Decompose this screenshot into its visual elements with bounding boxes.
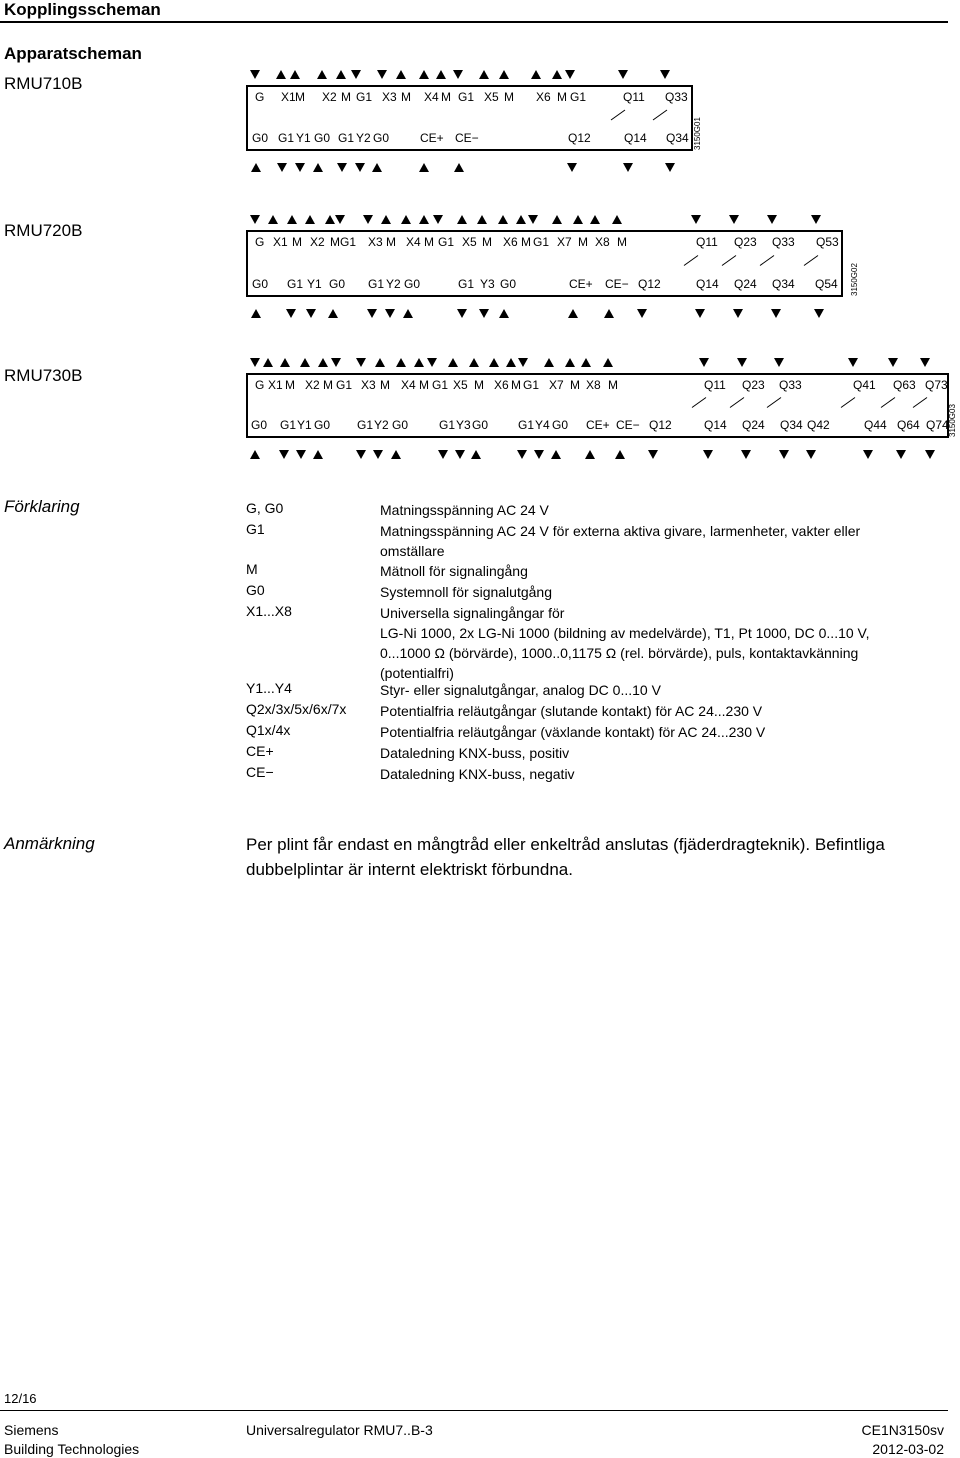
terminal-label-top: G [255, 378, 265, 392]
terminal-label-bottom: G0 [404, 277, 421, 291]
terminal-label-bottom: G0 [252, 131, 269, 145]
terminal-label-bottom: G1 [518, 418, 535, 432]
terminal-diagram-rmu730b [247, 358, 957, 459]
terminal-label-bottom: G1 [439, 418, 456, 432]
terminal-label-bottom: Q42 [807, 418, 830, 432]
terminal-arrow-marker [356, 450, 366, 459]
terminal-arrow-marker [774, 358, 784, 367]
relay-contact-symbol [653, 110, 667, 120]
terminal-arrow-marker [479, 309, 489, 318]
terminal-label-top: Q11 [704, 378, 726, 392]
terminal-arrow-marker [356, 358, 366, 367]
terminal-arrow-marker [337, 163, 347, 172]
terminal-label-bottom: Q24 [734, 277, 757, 291]
terminal-arrow-marker [479, 70, 489, 79]
terminal-arrow-marker [250, 358, 260, 367]
terminal-label-bottom: Y4 [535, 418, 550, 432]
terminal-arrow-marker [263, 358, 273, 367]
legend-key: G0 [246, 582, 265, 598]
legend-key: CE+ [246, 743, 274, 759]
terminal-arrow-marker [396, 70, 406, 79]
terminal-label-top: G1 [533, 235, 550, 249]
terminal-arrow-marker [453, 70, 463, 79]
terminal-arrow-marker [811, 215, 821, 224]
terminal-label-top: G1 [336, 378, 353, 392]
terminal-arrow-marker [552, 70, 562, 79]
terminal-label-top: X5 [453, 378, 468, 392]
legend-description: Dataledning KNX-buss, negativ [380, 766, 575, 782]
terminal-label-top: X4 [406, 235, 421, 249]
terminal-label-top: X2 [305, 378, 320, 392]
terminal-arrow-marker [806, 450, 816, 459]
terminal-label-bottom: G0 [314, 131, 331, 145]
relay-contact-symbol [804, 256, 818, 266]
legend-description: Systemnoll för signalutgång [380, 584, 552, 600]
legend-description: Universella signalingångar för [380, 605, 565, 621]
terminal-label-bottom: Y2 [374, 418, 389, 432]
terminal-arrow-marker [296, 450, 306, 459]
terminal-label-bottom: Q74 [926, 418, 949, 432]
terminal-label-top: G1 [438, 235, 455, 249]
terminal-arrow-marker [279, 450, 289, 459]
terminal-label-top: X1 [281, 90, 296, 104]
terminal-arrow-marker [433, 215, 443, 224]
page-number: 12/16 [4, 1391, 37, 1406]
legend-key: Q1x/4x [246, 722, 291, 738]
terminal-arrow-marker [280, 358, 290, 367]
terminal-label-top: G1 [356, 90, 373, 104]
legend-key: X1...X8 [246, 603, 292, 619]
relay-contact-symbol [684, 256, 698, 266]
terminal-arrow-marker [695, 309, 705, 318]
terminal-arrow-marker [318, 358, 328, 367]
terminal-label-top: X3 [361, 378, 376, 392]
terminal-arrow-marker [499, 309, 509, 318]
terminal-label-top: M [441, 90, 451, 104]
terminal-label-bottom: Q34 [780, 418, 803, 432]
terminal-arrow-marker [305, 215, 315, 224]
relay-contact-symbol [913, 398, 927, 408]
terminal-label-bottom: G1 [280, 418, 297, 432]
relay-contact-symbol [611, 110, 625, 120]
terminal-diagram-rmu720b [247, 215, 859, 318]
terminal-arrow-marker [612, 215, 622, 224]
terminal-arrow-marker [286, 309, 296, 318]
terminal-arrow-marker [528, 215, 538, 224]
terminal-arrow-marker [401, 215, 411, 224]
terminal-label-bottom: Y2 [386, 277, 401, 291]
legend-key: Y1...Y4 [246, 680, 292, 696]
terminal-arrow-marker [814, 309, 824, 318]
terminal-label-top: X3 [368, 235, 383, 249]
terminal-label-bottom: Q14 [704, 418, 727, 432]
terminal-arrow-marker [276, 70, 286, 79]
terminal-label-top: G1 [523, 378, 540, 392]
relay-contact-symbol [841, 398, 855, 408]
terminal-arrow-marker [489, 358, 499, 367]
terminal-label-bottom: Y1 [296, 131, 311, 145]
terminal-label-top: G1 [340, 235, 357, 249]
terminal-arrow-marker [385, 309, 395, 318]
terminal-label-bottom: Q34 [666, 131, 689, 145]
section-title: Apparatscheman [4, 44, 142, 63]
terminal-label-bottom: G0 [500, 277, 517, 291]
terminal-label-top: Q33 [779, 378, 802, 392]
diagram-code: 3150G01 [693, 117, 702, 150]
relay-contact-symbol [881, 398, 895, 408]
terminal-arrow-marker [552, 215, 562, 224]
terminal-label-bottom: G1 [458, 277, 475, 291]
terminal-label-top: X6 [536, 90, 551, 104]
terminal-arrow-marker [403, 309, 413, 318]
legend-description: Dataledning KNX-buss, positiv [380, 745, 570, 761]
legend-heading: Förklaring [4, 497, 80, 516]
terminal-arrow-marker [454, 163, 464, 172]
terminal-arrow-marker [372, 163, 382, 172]
terminal-arrow-marker [313, 163, 323, 172]
terminal-label-bottom: G0 [392, 418, 409, 432]
terminal-label-top: Q23 [742, 378, 765, 392]
footer-rule [0, 1410, 948, 1411]
terminal-label-top: G [255, 235, 265, 249]
terminal-arrow-marker [471, 450, 481, 459]
terminal-arrow-marker [618, 70, 628, 79]
terminal-arrow-marker [703, 450, 713, 459]
terminal-arrow-marker [325, 215, 335, 224]
terminal-arrow-marker [565, 70, 575, 79]
legend-description: Potentialfria reläutgångar (växlande kontakt) för AC 24...230 V [380, 724, 766, 740]
terminal-label-bottom: Y1 [307, 277, 322, 291]
terminal-arrow-marker [268, 215, 278, 224]
relay-contact-symbol [730, 398, 744, 408]
terminal-label-top: X8 [586, 378, 601, 392]
legend-description: LG-Ni 1000, 2x LG-Ni 1000 (bildning av medelvärde), T1, Pt 1000, DC 0...10 V, 0...1000 Ω (börvärde), 1000..0,1175 Ω (rel. börvärde), puls, kontaktavkänning (potentialfri) [380, 625, 870, 681]
terminal-arrow-marker [317, 70, 327, 79]
terminal-label-top: X2 [322, 90, 337, 104]
model-name-rmu720b: RMU720B [4, 221, 83, 240]
terminal-arrow-marker [699, 358, 709, 367]
terminal-label-bottom: CE− [605, 277, 629, 291]
terminal-arrow-marker [925, 450, 935, 459]
terminal-label-top: M [285, 378, 295, 392]
terminal-arrow-marker [277, 163, 287, 172]
diagram-code: 3150G02 [850, 263, 859, 296]
terminal-arrow-marker [367, 309, 377, 318]
terminal-arrow-marker [414, 358, 424, 367]
legend-key: Q2x/3x/5x/6x/7x [246, 701, 347, 717]
terminal-arrow-marker [287, 215, 297, 224]
terminal-label-top: X4 [424, 90, 439, 104]
terminal-arrow-marker [391, 450, 401, 459]
legend-key: CE− [246, 764, 274, 780]
terminal-arrow-marker [306, 309, 316, 318]
terminal-label-top: M [341, 90, 351, 104]
terminal-arrow-marker [516, 215, 526, 224]
terminal-arrow-marker [355, 163, 365, 172]
terminal-label-top: Q33 [772, 235, 795, 249]
terminal-label-top: X5 [462, 235, 477, 249]
terminal-arrow-marker [363, 215, 373, 224]
terminal-label-top: M [474, 378, 484, 392]
relay-contact-symbol [767, 398, 781, 408]
terminal-label-top: M [419, 378, 429, 392]
terminal-arrow-marker [544, 358, 554, 367]
terminal-label-bottom: Q24 [742, 418, 765, 432]
terminal-label-bottom: G0 [552, 418, 569, 432]
terminal-label-bottom: Q34 [772, 277, 795, 291]
terminal-label-top: M [482, 235, 492, 249]
terminal-arrow-marker [771, 309, 781, 318]
terminal-arrow-marker [637, 309, 647, 318]
terminal-arrow-marker [590, 215, 600, 224]
terminal-arrow-marker [335, 215, 345, 224]
terminal-label-top: G [255, 90, 265, 104]
legend-key: G, G0 [246, 500, 284, 516]
terminal-label-bottom: CE− [455, 131, 479, 145]
terminal-label-top: Q41 [853, 378, 876, 392]
terminal-label-top: M [380, 378, 390, 392]
terminal-arrow-marker [729, 215, 739, 224]
terminal-label-top: G1 [432, 378, 449, 392]
legend-description: Styr- eller signalutgångar, analog DC 0...10 V [380, 682, 661, 698]
terminal-label-bottom: Q12 [568, 131, 591, 145]
relay-contact-symbol [722, 256, 736, 266]
terminal-arrow-marker [741, 450, 751, 459]
terminal-arrow-marker [665, 163, 675, 172]
legend-description: Matningsspänning AC 24 V för externa aktiva givare, larmenheter, vakter eller omställare [380, 523, 861, 559]
relay-contact-symbol [760, 256, 774, 266]
terminal-arrow-marker [779, 450, 789, 459]
terminal-label-top: M [386, 235, 396, 249]
terminal-label-top: Q33 [665, 90, 688, 104]
terminal-arrow-marker [436, 70, 446, 79]
terminal-arrow-marker [506, 358, 516, 367]
terminal-label-top: X1 [273, 235, 288, 249]
terminal-arrow-marker [567, 163, 577, 172]
note-text: Per plint får endast en mångtråd eller enkeltråd anslutas (fjäderdragteknik). Befintliga dubbelplintar är internt elektriskt förbundna. [246, 835, 885, 879]
footer-division: Building Technologies [4, 1441, 140, 1457]
terminal-label-top: X5 [484, 90, 499, 104]
terminal-arrow-marker [660, 70, 670, 79]
terminal-label-top: X7 [557, 235, 572, 249]
terminal-arrow-marker [920, 358, 930, 367]
terminal-arrow-marker [568, 309, 578, 318]
terminal-label-top: M [557, 90, 567, 104]
terminal-arrow-marker [691, 215, 701, 224]
terminal-label-top: M [292, 235, 302, 249]
terminal-arrow-marker [375, 358, 385, 367]
terminal-arrow-marker [457, 309, 467, 318]
terminal-label-bottom: Q44 [864, 418, 887, 432]
terminal-label-bottom: G0 [252, 277, 269, 291]
terminal-label-top: Q11 [696, 235, 718, 249]
terminal-label-top: G1 [458, 90, 475, 104]
terminal-label-top: M [578, 235, 588, 249]
legend-description: Potentialfria reläutgångar (slutande kontakt) för AC 24...230 V [380, 703, 763, 719]
legend-description: Matningsspänning AC 24 V [380, 502, 549, 518]
terminal-arrow-marker [585, 450, 595, 459]
terminal-arrow-marker [373, 450, 383, 459]
legend-key: M [246, 561, 258, 577]
terminal-label-top: X7 [549, 378, 564, 392]
terminal-label-top: G1 [570, 90, 587, 104]
terminal-arrow-marker [603, 358, 613, 367]
page-header-title: Kopplingsscheman [4, 0, 161, 19]
terminal-arrow-marker [295, 163, 305, 172]
terminal-label-top: X1 [268, 378, 283, 392]
terminal-arrow-marker [251, 163, 261, 172]
note-heading: Anmärkning [4, 834, 95, 853]
terminal-label-bottom: G1 [278, 131, 295, 145]
terminal-arrow-marker [615, 450, 625, 459]
terminal-label-bottom: G0 [373, 131, 390, 145]
terminal-arrow-marker [328, 309, 338, 318]
terminal-label-top: M [323, 378, 333, 392]
terminal-arrow-marker [469, 358, 479, 367]
terminal-label-top: X8 [595, 235, 610, 249]
terminal-label-top: Q11 [623, 90, 645, 104]
legend-key: G1 [246, 521, 265, 537]
terminal-arrow-marker [251, 309, 261, 318]
terminal-label-top: M [511, 378, 521, 392]
terminal-arrow-marker [300, 358, 310, 367]
terminal-arrow-marker [733, 309, 743, 318]
terminal-arrow-marker [313, 450, 323, 459]
terminal-label-bottom: G1 [287, 277, 304, 291]
terminal-label-bottom: Y1 [297, 418, 312, 432]
terminal-label-top: Q23 [734, 235, 757, 249]
terminal-label-top: M [504, 90, 514, 104]
terminal-arrow-marker [419, 163, 429, 172]
terminal-label-top: Q63 [893, 378, 916, 392]
terminal-label-bottom: CE− [616, 418, 640, 432]
terminal-diagram-rmu710b [247, 70, 702, 172]
terminal-label-bottom: Q14 [696, 277, 719, 291]
terminal-label-top: M [330, 235, 340, 249]
terminal-arrow-marker [438, 450, 448, 459]
terminal-diagrams [0, 0, 960, 470]
legend-description: Mätnoll för signalingång [380, 563, 528, 579]
terminal-label-top: M [521, 235, 531, 249]
terminal-arrow-marker [290, 70, 300, 79]
terminal-arrow-marker [498, 215, 508, 224]
footer-company: Siemens [4, 1422, 59, 1438]
terminal-label-bottom: Q14 [624, 131, 647, 145]
diagram-code: 3150G03 [948, 404, 957, 437]
terminal-arrow-marker [381, 215, 391, 224]
terminal-arrow-marker [896, 450, 906, 459]
terminal-label-bottom: G1 [368, 277, 385, 291]
terminal-arrow-marker [573, 215, 583, 224]
terminal-label-bottom: G0 [329, 277, 346, 291]
terminal-label-bottom: G1 [357, 418, 374, 432]
terminal-arrow-marker [863, 450, 873, 459]
terminal-arrow-marker [455, 450, 465, 459]
footer-product: Universalregulator RMU7..B-3 [246, 1422, 433, 1438]
terminal-label-top: X4 [401, 378, 416, 392]
terminal-arrow-marker [351, 70, 361, 79]
terminal-label-top: M [295, 90, 305, 104]
terminal-arrow-marker [604, 309, 614, 318]
terminal-arrow-marker [581, 358, 591, 367]
terminal-label-bottom: G0 [251, 418, 268, 432]
terminal-arrow-marker [250, 215, 260, 224]
terminal-label-top: M [424, 235, 434, 249]
terminal-arrow-marker [888, 358, 898, 367]
terminal-label-bottom: Y3 [480, 277, 495, 291]
terminal-label-top: Q73 [925, 378, 948, 392]
terminal-label-top: X6 [494, 378, 509, 392]
terminal-arrow-marker [623, 163, 633, 172]
model-name-rmu710b: RMU710B [4, 74, 83, 93]
footer-date: 2012-03-02 [872, 1441, 944, 1457]
terminal-label-bottom: Q54 [815, 277, 838, 291]
terminal-arrow-marker [419, 215, 429, 224]
terminal-label-bottom: Q12 [638, 277, 661, 291]
terminal-label-bottom: Y2 [356, 131, 371, 145]
terminal-label-bottom: CE+ [569, 277, 593, 291]
terminal-arrow-marker [427, 358, 437, 367]
model-name-rmu730b: RMU730B [4, 366, 83, 385]
terminal-label-top: M [570, 378, 580, 392]
terminal-label-top: M [617, 235, 627, 249]
terminal-arrow-marker [336, 70, 346, 79]
terminal-arrow-marker [250, 70, 260, 79]
terminal-arrow-marker [551, 450, 561, 459]
terminal-label-bottom: G1 [338, 131, 355, 145]
terminal-arrow-marker [477, 215, 487, 224]
terminal-label-top: M [401, 90, 411, 104]
relay-contact-symbol [692, 398, 706, 408]
footer-doc-id: CE1N3150sv [861, 1422, 944, 1438]
terminal-label-bottom: Y3 [456, 418, 471, 432]
terminal-arrow-marker [499, 70, 509, 79]
terminal-label-top: X6 [503, 235, 518, 249]
terminal-label-top: X3 [382, 90, 397, 104]
terminal-label-bottom: G0 [472, 418, 489, 432]
terminal-label-bottom: Q12 [649, 418, 672, 432]
terminal-arrow-marker [377, 70, 387, 79]
terminal-arrow-marker [517, 450, 527, 459]
terminal-arrow-marker [518, 358, 528, 367]
terminal-arrow-marker [565, 358, 575, 367]
terminal-arrow-marker [534, 450, 544, 459]
terminal-arrow-marker [331, 358, 341, 367]
terminal-arrow-marker [767, 215, 777, 224]
terminal-arrow-marker [448, 358, 458, 367]
terminal-label-bottom: G0 [314, 418, 331, 432]
terminal-arrow-marker [848, 358, 858, 367]
terminal-arrow-marker [419, 70, 429, 79]
terminal-label-bottom: CE+ [420, 131, 444, 145]
terminal-arrow-marker [250, 450, 260, 459]
terminal-label-bottom: Q64 [897, 418, 920, 432]
terminal-label-top: X2 [310, 235, 325, 249]
terminal-label-bottom: CE+ [586, 418, 610, 432]
terminal-label-top: M [608, 378, 618, 392]
terminal-arrow-marker [648, 450, 658, 459]
terminal-arrow-marker [531, 70, 541, 79]
terminal-arrow-marker [396, 358, 406, 367]
terminal-label-top: Q53 [816, 235, 839, 249]
terminal-arrow-marker [457, 215, 467, 224]
terminal-arrow-marker [737, 358, 747, 367]
